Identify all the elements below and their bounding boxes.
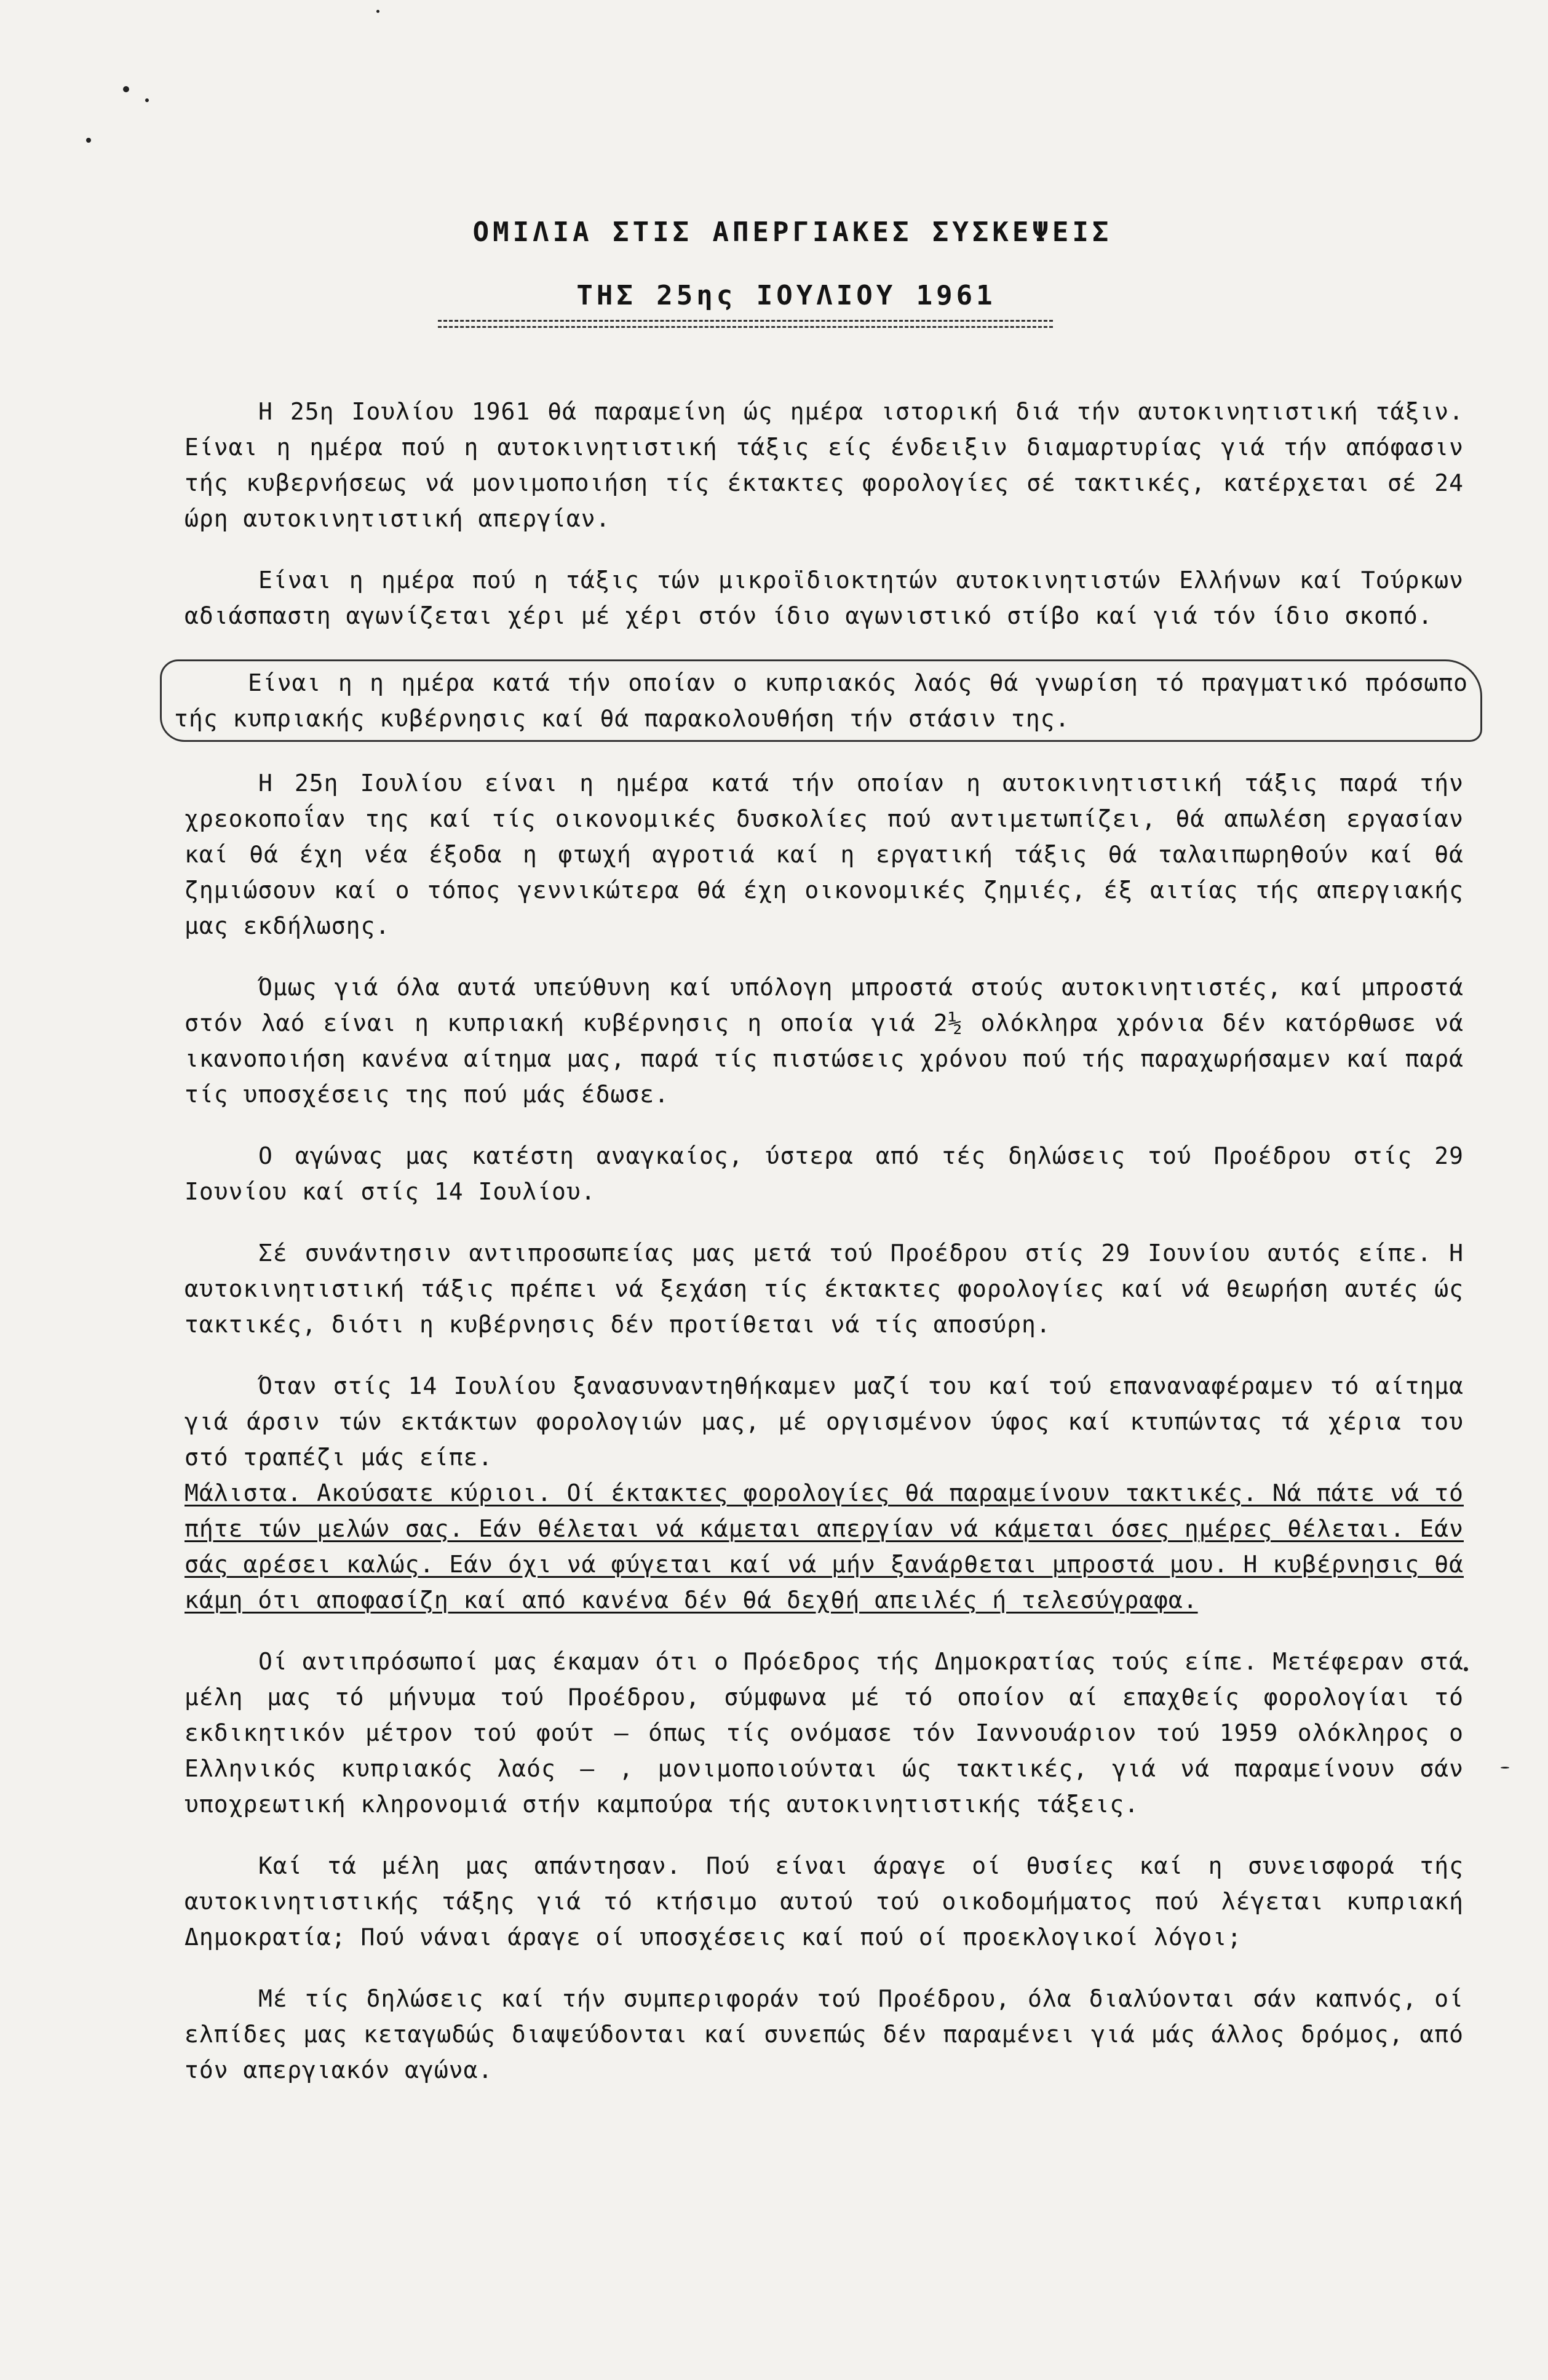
paragraph: Είναι η η ημέρα κατά τήν οποίαν ο κυπριακός λαός θά γνωρίση τό πραγματικό πρόσωπο τής κυπριακής κυβέρνησις καί θά παρακολουθήση τήν στάσιν της. [174,669,1468,732]
paragraph: Όταν στίς 14 Ιουλίου ξανασυναντηθήκαμεν μαζί του καί τού επαναναφέραμεν τό αίτημα γιά άρσιν τών εκτάκτων φορολογιών μας, μέ οργισμένον ύφος καί κτυπώντας τά χέρια του στό τραπέζι μάς είπε. [185,1372,1464,1471]
paragraph: Ο αγώνας μας κατέστη αναγκαίος, ύστερα από τές δηλώσεις τού Προέδρου στίς 29 Ιουνίου καί στίς 14 Ιουλίου. [185,1142,1464,1205]
paragraph: Οί αντιπρόσωποί μας έκαμαν ότι ο Πρόεδρος τής Δημοκρατίας τούς είπε. Μετέφεραν στά μέλη μας τό μήνυμα τού Προέδρου, σύμφωνα μέ τό οποίον αί επαχθείς φορολογίαι τό εκδικητικόν μέτρον τού φούτ — όπως τίς ονόμασε τόν Ιαννουάριον τού 1959 ολόκληρος ο Ελληνικός κυπριακός λαός — , μονιμοποιούνται ώς τακτικές, γιά νά παραμείνουν σάν υποχρεωτική κληρονομιά στήν καμπούρα τής αυτοκινητιστικής τάξεις. [185,1648,1464,1818]
paragraph: Σέ συνάντησιν αντιπροσωπείας μας μετά τού Προέδρου στίς 29 Ιουνίου αυτός είπε. Η αυτοκινητιστική τάξις πρέπει νά ξεχάση τίς έκτακτες φορολογίες καί νά θεωρήση αυτές ώς τακτικές, διότι η κυβέρνησις δέν προτίθεται νά τίς αποσύρη. [185,1240,1464,1338]
paragraph: Η 25η Ιουλίου 1961 θά παραμείνη ώς ημέρα ιστορική διά τήν αυτοκινητιστική τάξιν. Είναι η ημέρα πού η αυτοκινητιστική τάξις είς ένδειξιν διαμαρτυρίας γιά τήν απόφασιν τής κυβερνήσεως νά μονιμοποιήση τίς έκτακτες φορολογίες σέ τακτικές, κατέρχεται σέ 24 ώρη αυτοκινητιστική απεργίαν. [185,398,1464,532]
scan-speck [1501,1767,1509,1769]
scan-speck [86,138,91,143]
document-title: ΟΜΙΛΙΑ ΣΤΙΣ ΑΠΕΡΓΙΑΚΕΣ ΣΥΣΚΕΨΕΙΣ [472,217,1113,248]
underlined-quote-text: Μάλιστα. Ακούσατε κύριοι. Οί έκτακτες φορολογίες θά παραμείνουν τακτικές. Νά πάτε νά τό πήτε τών μελών σας. Εάν θέλεται νά κάμεται απεργίαν νά κάμεται όσες ημέρες θέλεται. Εάν σάς αρέσει καλώς. Εάν όχι νά φύγεται καί νά μήν ξανάρθεται μπροστά μου. Η κυβέρνησις θά κάμη ότι αποφασίζη καί από κανένα δέν θά δεχθή απειλές ή τελεσύγραφα. [185,1479,1464,1614]
document-body [174,394,1468,2114]
paragraph: Όμως γιά όλα αυτά υπεύθυνη καί υπόλογη μπροστά στούς αυτοκινητιστές, καί μπροστά στόν λαό είναι η κυπριακή κυβέρνησις η οποία γιά 2½ ολόκληρα χρόνια δέν κατόρθωσε νά ικανοποιήση κανένα αίτημα μας, παρά τίς πιστώσεις χρόνου πού τής παραχωρήσαμεν καί παρά τίς υποσχέσεις της πού μάς έδωσε. [185,974,1464,1108]
underlined-quote [185,1475,1464,1618]
paragraph: Είναι η ημέρα πού η τάξις τών μικροϊδιοκτητών αυτοκινητιστών Ελλήνων καί Τούρκων αδιάσπαστη αγωνίζεται χέρι μέ χέρι στόν ίδιο αγωνιστικό στίβο καί γιά τόν ίδιο σκοπό. [185,567,1464,629]
scan-speck [376,10,379,13]
scan-speck [145,98,149,102]
title-rule [438,320,1053,322]
paragraph: Μέ τίς δηλώσεις καί τήν συμπεριφοράν τού Προέδρου, όλα διαλύονται σάν καπνός, οί ελπίδες μας κεταγωδώς διαψεύδονται καί συνεπώς δέν παραμένει γιά μάς άλλος δρόμος, από τόν απεργιακόν αγώνα. [185,1985,1464,2083]
scan-speck [123,86,129,92]
paragraph: Η 25η Ιουλίου είναι η ημέρα κατά τήν οποίαν η αυτοκινητιστική τάξις παρά τήν χρεοκοποΐαν της καί τίς οικονομικές δυσκολίες πού αντιμετωπίζει, θά απωλέση εργασίαν καί θά έχη νέα έξοδα η φτωχή αγροτιά καί η εργατική τάξις θά ταλαιπωρηθούν καί θά ζημιώσουν καί ο τόπος γεννικώτερα θά έχη οικονομικές ζημιές, έξ αιτίας τής απεργιακής μας εκδήλωσης. [185,770,1464,939]
document-subtitle: ΤΗΣ 25ης ΙΟΥΛΙΟΥ 1961 [576,280,996,311]
paragraph: Καί τά μέλη μας απάντησαν. Πού είναι άραγε οί θυσίες καί η συνεισφορά τής αυτοκινητιστικής τάξης γιά τό κτήσιμο αυτού τού οικοδομήματος πού λέγεται κυπριακή Δημοκρατία; Πού νάναι άραγε οί υποσχέσεις καί πού οί προεκλογικοί λόγοι; [185,1852,1464,1951]
boxed-paragraph [160,659,1482,742]
title-rule [438,326,1053,328]
scan-speck [1464,1667,1468,1671]
